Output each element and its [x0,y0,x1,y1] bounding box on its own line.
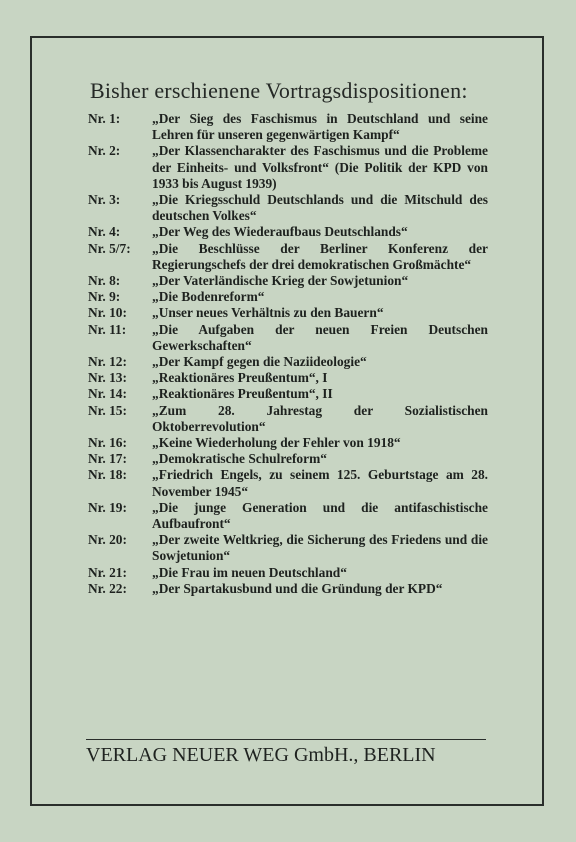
entry-number: Nr. 18: [88,467,127,483]
entry-title: „Zum 28. Jahrestag der Sozialistischen Oktoberrevolution“ [152,402,488,434]
publication-list [88,111,488,597]
list-item [88,354,488,370]
list-item [88,403,488,435]
list-item [88,435,488,451]
list-item [88,305,488,321]
entry-number: Nr. 3: [88,192,121,208]
entry-number: Nr. 17: [88,451,127,467]
entry-number: Nr. 11: [88,321,127,337]
entry-number: Nr. 21: [88,564,127,580]
list-item [88,224,488,240]
entry-number: Nr. 13: [88,370,127,386]
entry-title: „Die Beschlüsse der Berliner Konferenz der Regierungschefs der drei demokratischen Großmächte“ [152,240,488,272]
entry-number: Nr. 5/7: [88,240,131,256]
entry-number: Nr. 20: [88,532,127,548]
entry-title: „Die Aufgaben der neuen Freien Deutschen Gewerkschaften“ [152,321,488,353]
entry-number: Nr. 10: [88,305,127,321]
list-item [88,386,488,402]
entry-title: „Die Bodenreform“ [152,289,265,305]
list-item [88,192,488,224]
entry-title: „Der Klassencharakter des Faschismus und die Probleme der Einheits- und Volksfront“ (Die Politik der KPD von 1933 bis August 1939) [152,143,488,191]
entry-number: Nr. 19: [88,499,127,515]
list-item [88,467,488,499]
list-item [88,451,488,467]
entry-number: Nr. 1: [88,111,121,126]
entry-title: „Der Weg des Wiederaufbaus Deutschlands“ [152,224,408,240]
entry-number: Nr. 9: [88,289,121,305]
list-item [88,370,488,386]
entry-title: „Reaktionäres Preußentum“, I [152,370,328,386]
entry-title: „Der Spartakusbund und die Gründung der KPD“ [152,580,443,596]
entry-title: „Die junge Generation und die antifaschistische Aufbaufront“ [152,499,488,532]
entry-number: Nr. 14: [88,386,127,402]
entry-number: Nr. 4: [88,224,121,240]
divider [86,739,486,740]
list-item [88,289,488,305]
entry-number: Nr. 12: [88,354,127,370]
page-title: Bisher erschienene Vortragsdispositionen: [90,78,468,103]
list-item [88,500,488,532]
entry-title: „Unser neues Verhältnis zu den Bauern“ [152,305,384,321]
entry-title: „Der Vaterländische Krieg der Sowjetunion“ [152,273,409,289]
entry-title: „Der zweite Weltkrieg, die Sicherung des Friedens und die Sowjetunion“ [152,532,488,564]
entry-title: „Die Kriegsschuld Deutschlands und die Mitschuld des deutschen Volkes“ [152,192,488,224]
entry-title: „Die Frau im neuen Deutschland“ [152,564,347,580]
list-item [88,322,488,354]
list-item [88,143,488,192]
entry-title: „Der Kampf gegen die Naziideologie“ [152,354,367,370]
list-item [88,565,488,581]
list-item [88,581,488,597]
entry-title: „Der Sieg des Faschismus in Deutschland und seine Lehren für unseren gegenwärtigen Kampf“ [152,111,488,143]
entry-number: Nr. 8: [88,273,121,289]
entry-title: „Keine Wiederholung der Fehler von 1918“ [152,435,401,451]
list-item [88,273,488,289]
entry-title: „Reaktionäres Preußentum“, II [152,386,333,402]
entry-title: „Friedrich Engels, zu seinem 125. Geburtstage am 28. November 1945“ [152,467,488,499]
list-item [88,111,488,143]
list-item [88,532,488,564]
entry-title: „Demokratische Schulreform“ [152,451,327,467]
entry-number: Nr. 22: [88,580,127,596]
entry-number: Nr. 2: [88,143,121,159]
entry-number: Nr. 15: [88,402,127,418]
list-item [88,241,488,273]
entry-number: Nr. 16: [88,435,127,451]
publisher-imprint: VERLAG NEUER WEG GmbH., BERLIN [86,744,436,766]
